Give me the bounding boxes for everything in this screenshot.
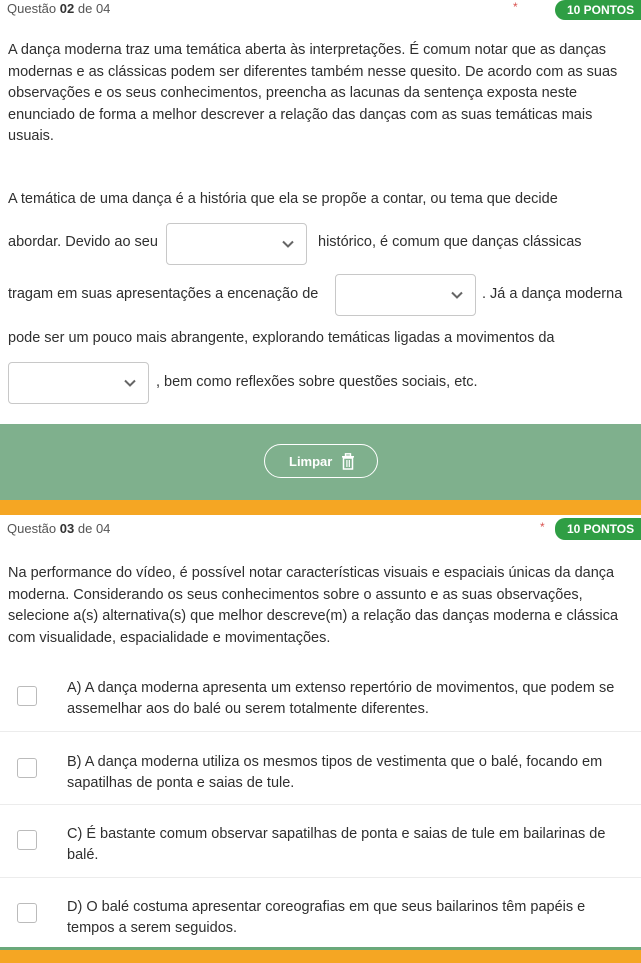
trash-icon xyxy=(340,453,356,470)
question-2-header xyxy=(0,0,641,20)
option-d-checkbox[interactable] xyxy=(17,903,37,923)
sentence-line-4: pode ser um pouco mais abrangente, explorando temáticas ligadas a movimentos da xyxy=(8,330,555,346)
question-3-prompt: Na performance do vídeo, é possível notar características visuais e espaciais únicas da dança moderna. Considerando os seus conhecimentos sobre o assunto e as suas observações, selecione a(s) alternativa(s) que melhor descreve(m) a relação das danças moderna e clássica com visualidade, espacialidade e movimentações. xyxy=(8,565,619,646)
option-b-text: B) A dança moderna utiliza os mesmos tipos de vestimenta que o balé, focando em sapatilhas de ponta e saias de tule. xyxy=(67,754,603,791)
option-d-text: D) O balé costuma apresentar coreografias em que seus bailarinos têm papéis e tempos a serem seguidos. xyxy=(67,899,586,936)
sentence-line-3-before: tragam em suas apresentações a encenação de xyxy=(8,286,319,302)
question-2-prompt: A dança moderna traz uma temática aberta às interpretações. É comum notar que as danças modernas e as clássicas podem ser diferentes também nesse quesito. De acordo com as suas observações e os seus conhecimentos, preencha as lacunas da sentença exposta neste enunciado de forma a melhor descrever a relação das danças com as suas temáticas mais usuais. xyxy=(8,42,618,144)
question-3-header xyxy=(0,518,641,538)
chevron-down-icon xyxy=(449,287,465,303)
chevron-down-icon xyxy=(122,375,138,391)
option-separator xyxy=(0,877,641,878)
option-separator xyxy=(0,731,641,732)
clear-button-label: Limpar xyxy=(289,454,333,469)
clear-button[interactable] xyxy=(264,444,378,478)
option-separator xyxy=(0,804,641,805)
option-a-text: A) A dança moderna apresenta um extenso repertório de movimentos, que podem se assemelhar aos do balé ou serem totalmente diferentes. xyxy=(67,680,615,717)
question-label-suffix: de 04 xyxy=(77,1,111,16)
blank-dropdown-1[interactable] xyxy=(166,223,307,265)
points-badge: 10 PONTOS xyxy=(555,518,641,540)
blank-dropdown-3[interactable] xyxy=(8,362,149,404)
option-a-checkbox[interactable] xyxy=(17,686,37,706)
section-divider xyxy=(0,500,641,515)
question-2-label xyxy=(7,1,110,16)
sentence-line-5-after: , bem como reflexões sobre questões sociais, etc. xyxy=(156,374,478,390)
question-label-prefix: Questão xyxy=(7,1,57,16)
question-3-label xyxy=(7,521,110,536)
blank-dropdown-2[interactable] xyxy=(335,274,476,316)
sentence-line-3-after: . Já a dança moderna xyxy=(482,286,623,302)
sentence-line-2-before: abordar. Devido ao seu xyxy=(8,234,158,250)
sentence-line-1: A temática de uma dança é a história que ela se propõe a contar, ou tema que decide xyxy=(8,191,558,207)
points-badge: 10 PONTOS xyxy=(555,0,641,20)
section-divider-bottom xyxy=(0,950,641,963)
chevron-down-icon xyxy=(280,236,296,252)
question-label-prefix: Questão xyxy=(7,521,57,536)
option-b-checkbox[interactable] xyxy=(17,758,37,778)
required-asterisk: * xyxy=(513,0,518,14)
question-number: 02 xyxy=(59,1,75,16)
sentence-line-2-after: histórico, é comum que danças clássicas xyxy=(318,234,582,250)
required-asterisk: * xyxy=(540,520,545,534)
option-c-checkbox[interactable] xyxy=(17,830,37,850)
question-label-suffix: de 04 xyxy=(77,521,111,536)
question-number: 03 xyxy=(59,521,75,536)
option-c-text: C) É bastante comum observar sapatilhas de ponta e saias de tule em bailarinas de balé. xyxy=(67,826,606,863)
